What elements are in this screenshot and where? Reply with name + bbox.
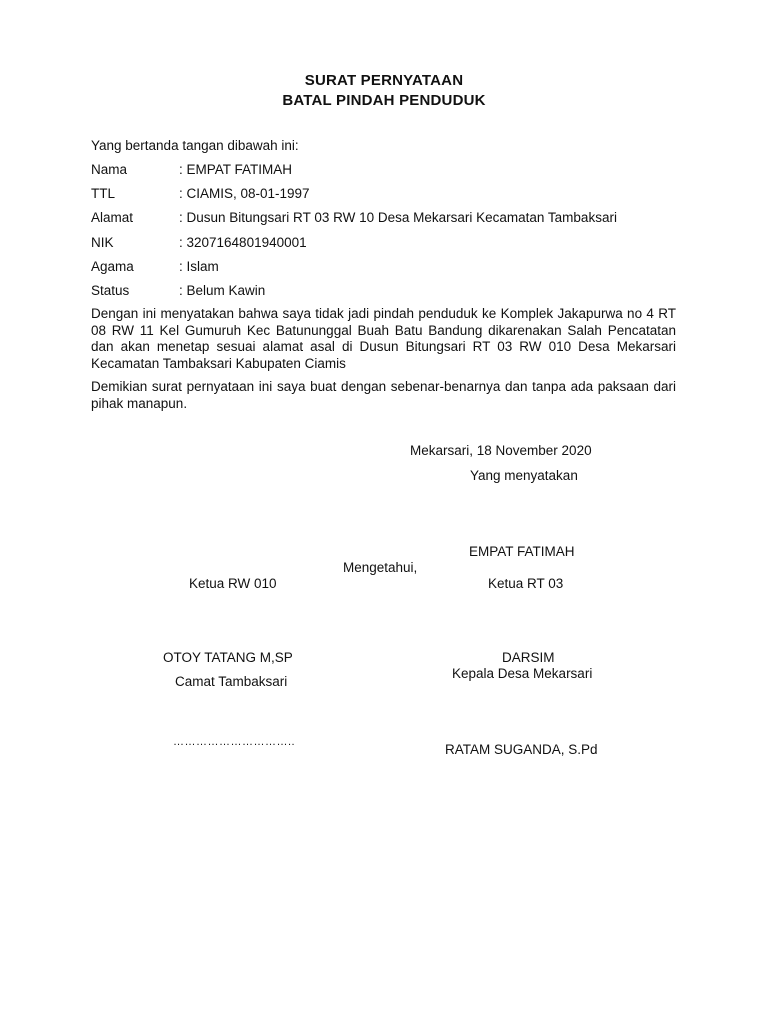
statement-paragraph: Dengan ini menyatakan bahwa saya tidak jadi pindah penduduk ke Komplek Jakapurwa no 4 RT 08 RW 11 Kel Gumuruh Kec Batununggal Buah Batu Bandung dikarenakan Salah Pencatatan dan akan menetap sesuai alamat asal di Dusun Bitungsari RT 03 RW 010 Desa Mekarsari Kecamatan Tambaksari Kabupaten Ciamis	[91, 306, 676, 371]
field-value: : Dusun Bitungsari RT 03 RW 10 Desa Mekarsari Kecamatan Tambaksari	[179, 210, 617, 225]
camat-title: Camat Tambaksari	[175, 674, 288, 689]
declarant-label: Yang menyatakan	[470, 468, 578, 483]
rt-title: Ketua RT 03	[488, 576, 564, 591]
field-value: : CIAMIS, 08-01-1997	[179, 186, 310, 201]
document-title: SURAT PERNYATAAN	[304, 72, 464, 89]
field-label: TTL	[91, 186, 116, 201]
camat-name-placeholder: …………………………..	[173, 736, 296, 748]
field-value: : 3207164801940001	[179, 235, 307, 250]
rt-name: DARSIM	[502, 650, 555, 665]
declarant-name: EMPAT FATIMAH	[469, 544, 575, 559]
rw-title: Ketua RW 010	[189, 576, 277, 591]
field-value: : Islam	[179, 259, 219, 274]
field-label: Status	[91, 283, 130, 298]
kades-title: Kepala Desa Mekarsari	[452, 666, 593, 681]
kades-name: RATAM SUGANDA, S.Pd	[445, 742, 598, 757]
intro-text: Yang bertanda tangan dibawah ini:	[91, 138, 299, 153]
field-label: Nama	[91, 162, 128, 177]
field-label: Alamat	[91, 210, 134, 225]
rw-name: OTOY TATANG M,SP	[163, 650, 293, 665]
closing-paragraph: Demikian surat pernyataan ini saya buat dengan sebenar-benarnya dan tanpa ada paksaan dari pihak manapun.	[91, 379, 676, 411]
field-label: Agama	[91, 259, 134, 274]
acknowledged-label: Mengetahui,	[343, 560, 418, 575]
field-value: : EMPAT FATIMAH	[179, 162, 293, 177]
document-subtitle: BATAL PINDAH PENDUDUK	[282, 92, 486, 109]
place-date: Mekarsari, 18 November 2020	[410, 443, 592, 458]
field-value: : Belum Kawin	[179, 283, 266, 298]
field-label: NIK	[91, 235, 114, 250]
